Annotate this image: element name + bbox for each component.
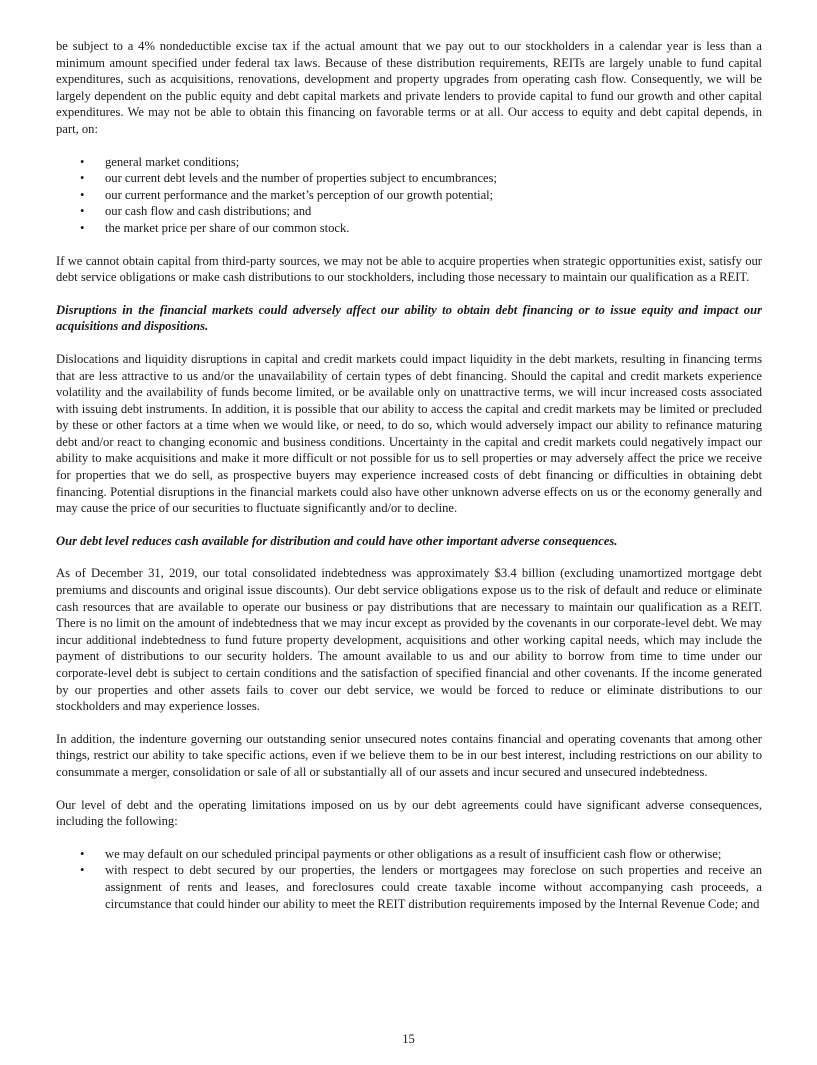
bullet-icon: • — [80, 220, 85, 235]
bullet-icon: • — [80, 187, 85, 202]
bullet-icon: • — [80, 863, 85, 878]
list-item — [56, 220, 762, 237]
paragraph-indenture-covenants: In addition, the indenture governing our outstanding senior unsecured notes contains financial and operating covenants that among other things, restrict our ability to take specific actions, even if we believe them to be in our best interest, including restrictions on our ability to consummate a merger, consolidation or sale of all or substantially all of our assets and incur secured and unsecured indebtedness. — [56, 731, 762, 779]
bullet-icon: • — [80, 154, 85, 169]
list-item — [56, 203, 762, 220]
list-item-text: general market conditions; — [105, 154, 240, 169]
list-item-text: our current debt levels and the number of properties subject to encumbrances; — [105, 171, 498, 186]
bullet-icon: • — [80, 171, 85, 186]
list-item-text: our current performance and the market’s perception of our growth potential; — [105, 187, 494, 202]
section-heading-debt-level: Our debt level reduces cash available for distribution and could have other important adverse consequences. — [56, 533, 618, 548]
section-heading-market-disruptions: Disruptions in the financial markets could adversely affect our ability to obtain debt financing or to issue equity and impact our acquisitions and dispositions. — [56, 302, 762, 334]
paragraph-debt-consequences: Our level of debt and the operating limitations imposed on us by our debt agreements could have significant adverse consequences, including the following: — [56, 797, 762, 829]
list-item — [56, 846, 762, 863]
debt-consequences-list — [56, 846, 762, 912]
list-item-text: with respect to debt secured by our properties, the lenders or mortgagees may foreclose on such properties and receive an assignment of rents and leases, and foreclosures could create taxable income without accompanying cash proceeds, a circumstance that could hinder our ability to meet the REIT distribution requirements imposed by the Internal Revenue Code; and — [105, 863, 762, 911]
paragraph-excise-tax: be subject to a 4% nondeductible excise tax if the actual amount that we pay out to our stockholders in a calendar year is less than a minimum amount specified under federal tax laws. Because of these distribution requirements, REITs are largely unable to fund capital expenditures, such as acquisitions, renovations, development and property upgrades from operating cash flow. Consequently, we will be largely dependent on the public equity and debt capital markets and private lenders to provide capital to fund our growth and other capital expenditures. We may not be able to obtain this financing on favorable terms or at all. Our access to equity and debt capital depends, in part, on: — [56, 39, 762, 136]
capital-access-factors-list — [56, 154, 762, 237]
bullet-icon: • — [80, 204, 85, 219]
document-page — [56, 38, 762, 912]
paragraph-indebtedness: As of December 31, 2019, our total consolidated indebtedness was approximately $3.4 billion (excluding unamortized mortgage debt premiums and discounts and original issue discounts). Our debt service obligations expose us to the risk of default and reduce or eliminate cash resources that are available to operate our business or pay distributions that are necessary to maintain our qualification as a REIT. There is no limit on the amount of indebtedness that we may incur except as provided by the covenants in our corporate-level debt. We may incur additional indebtedness to fund future property development, acquisitions and other working capital needs, which may include the payment of distributions to our security holders. The amount available to us and our ability to borrow from time to time under our corporate-level debt is subject to certain conditions and the satisfaction of specified financial and other covenants. If the income generated by our properties and other assets fails to cover our debt service, we would be forced to reduce or eliminate distributions to our stockholders and may experience losses. — [56, 566, 762, 714]
list-item-text: the market price per share of our common stock. — [105, 220, 350, 235]
list-item-text: our cash flow and cash distributions; and — [105, 204, 312, 219]
paragraph-third-party-capital: If we cannot obtain capital from third-party sources, we may not be able to acquire properties when strategic opportunities exist, satisfy our debt service obligations or make cash distributions to our stockholders, including those necessary to maintain our qualification as a REIT. — [56, 253, 762, 285]
list-item — [56, 154, 762, 171]
list-item — [56, 862, 762, 912]
list-item-text: we may default on our scheduled principal payments or other obligations as a result of insufficient cash flow or otherwise; — [105, 846, 722, 861]
bullet-icon: • — [80, 846, 85, 861]
list-item — [56, 170, 762, 187]
list-item — [56, 187, 762, 204]
page-number: 15 — [402, 1032, 415, 1046]
paragraph-liquidity-disruptions: Dislocations and liquidity disruptions in capital and credit markets could impact liquidity in the debt markets, resulting in financing terms that are less attractive to us and/or the unavailability of certain types of debt financing. Should the capital and credit markets experience volatility and the availability of funds become limited, or be available only on unattractive terms, we will incur increased costs associated with issuing debt instruments. In addition, it is possible that our ability to access the capital and credit markets may be limited or precluded by these or other factors at a time when we would like, or need, to do so, which would adversely impact our ability to refinance maturing debt and/or react to changing economic and business conditions. Uncertainty in the capital and credit markets could negatively impact our ability to make acquisitions and make it more difficult or not possible for us to sell properties or may adversely affect the price we receive for properties that we do sell, as prospective buyers may experience increased costs of debt financing or difficulties in obtaining debt financing. Potential disruptions in the financial markets could also have other unknown adverse effects on us or the economy generally and may cause the price of our securities to fluctuate significantly and/or to decline. — [56, 351, 762, 516]
